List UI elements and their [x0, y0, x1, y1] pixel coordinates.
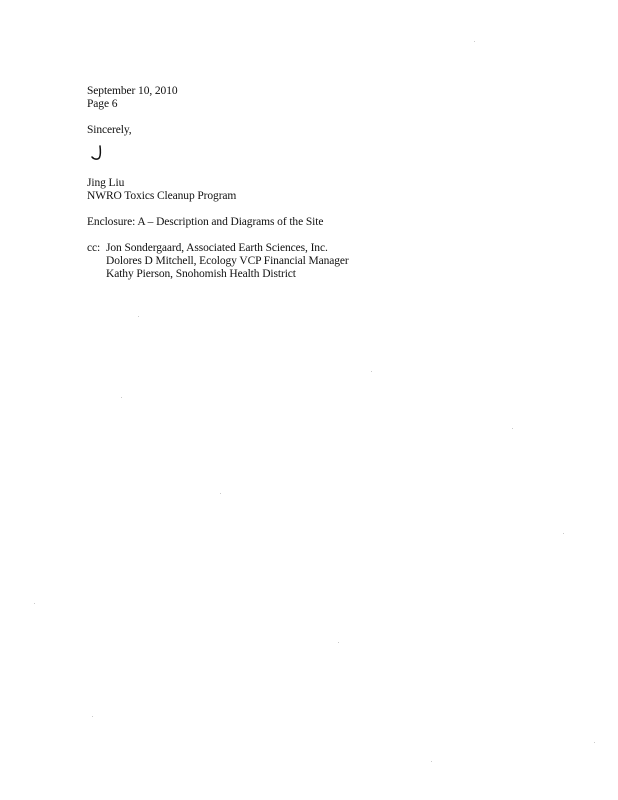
scan-speck — [338, 642, 339, 643]
scan-speck — [371, 371, 372, 372]
signer-name: Jing Liu — [87, 177, 125, 189]
scan-speck — [512, 428, 513, 429]
signature-block — [87, 177, 236, 203]
page-number: Page 6 — [87, 98, 118, 110]
scan-speck — [594, 742, 595, 743]
cc-list — [87, 242, 349, 281]
scan-speck — [92, 716, 93, 717]
cc-recipient: Jon Sondergaard, Associated Earth Sciences, Inc. — [106, 242, 328, 254]
signature-icon — [89, 143, 107, 163]
scan-speck — [431, 761, 432, 762]
letter-date: September 10, 2010 — [87, 85, 178, 97]
scan-speck — [474, 41, 475, 42]
letter-header — [87, 85, 178, 111]
closing-salutation: Sincerely, — [87, 124, 132, 136]
enclosure-line: Enclosure: A – Description and Diagrams of the Site — [87, 216, 324, 228]
scan-speck — [34, 603, 35, 604]
cc-label: cc: — [87, 242, 101, 254]
cc-row — [87, 242, 349, 255]
scan-speck — [220, 493, 221, 494]
signer-title: NWRO Toxics Cleanup Program — [87, 190, 237, 202]
scan-speck — [121, 397, 122, 398]
scan-speck — [138, 316, 139, 317]
cc-recipient: Kathy Pierson, Snohomish Health District — [106, 268, 296, 280]
cc-recipient: Dolores D Mitchell, Ecology VCP Financial Manager — [106, 255, 349, 267]
scan-speck — [563, 533, 564, 534]
